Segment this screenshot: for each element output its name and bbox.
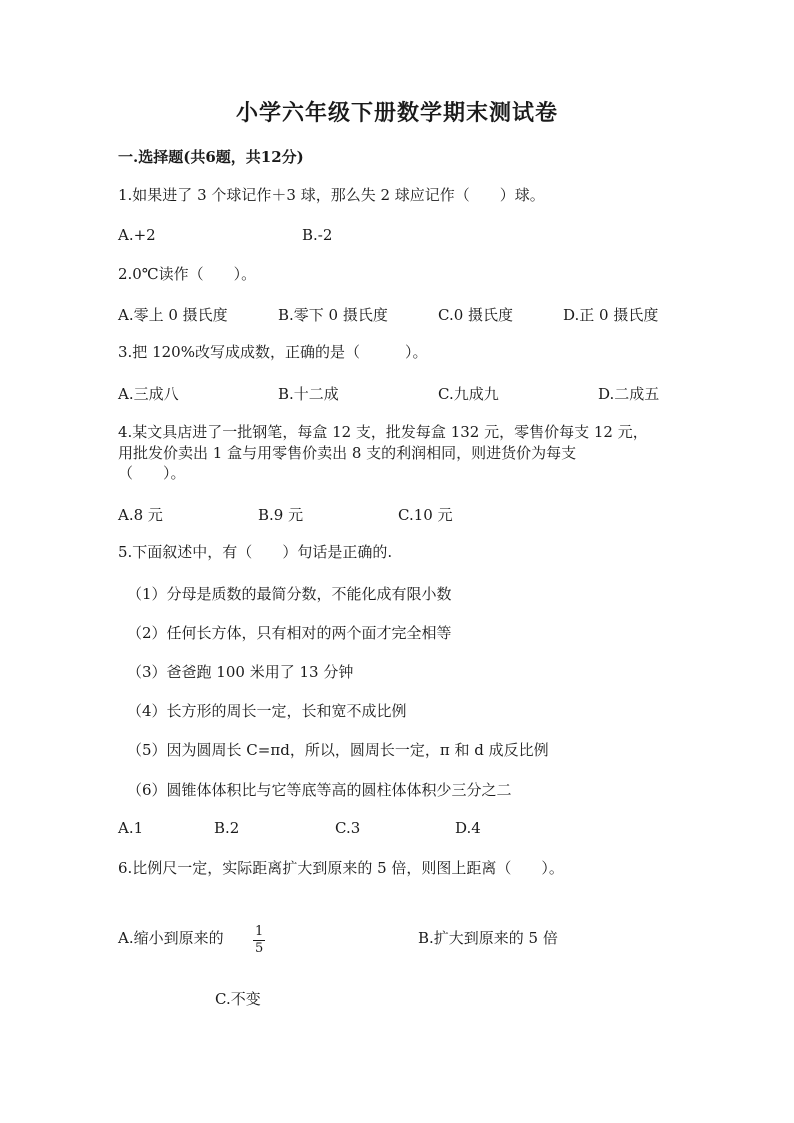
q6-option-b: B.扩大到原来的 5 倍 <box>418 929 558 947</box>
q3-option-d: D.二成五 <box>598 385 660 403</box>
q3-option-c: C.九成九 <box>438 385 499 403</box>
q5-statement-2: （2）任何长方体，只有相对的两个面才完全相等 <box>127 624 452 642</box>
q4-option-a: A.8 元 <box>118 506 163 524</box>
q5-option-a: A.1 <box>118 819 144 837</box>
fraction-numerator: 1 <box>255 924 264 939</box>
q2-option-c: C.0 摄氏度 <box>438 306 514 324</box>
q5-statement-5: （5）因为圆周长 C=πd，所以，圆周长一定，π 和 d 成反比例 <box>127 741 549 759</box>
question-1-stem: 1.如果进了 3 个球记作＋3 球，那么失 2 球应记作（ ）球。 <box>118 186 545 204</box>
q5-statement-4: （4）长方形的周长一定，长和宽不成比例 <box>127 702 407 720</box>
q4-option-b: B.9 元 <box>258 506 304 524</box>
q2-option-d: D.正 0 摄氏度 <box>563 306 659 324</box>
q5-statement-6: （6）圆锥体体积比与它等底等高的圆柱体体积少三分之二 <box>127 781 512 799</box>
question-2-stem: 2.0℃读作（ ）。 <box>118 265 257 283</box>
q5-statement-1: （1）分母是质数的最简分数，不能化成有限小数 <box>127 585 452 603</box>
fraction-denominator: 5 <box>255 941 264 956</box>
q3-option-a: A.三成八 <box>118 385 179 403</box>
q2-option-b: B.零下 0 摄氏度 <box>278 306 388 324</box>
q6-option-a-text: A.缩小到原来的 <box>118 929 224 947</box>
q4-option-c: C.10 元 <box>398 506 453 524</box>
q6-option-a <box>118 927 224 948</box>
q6-option-a-fraction <box>253 920 265 956</box>
q3-option-b: B.十二成 <box>278 385 339 403</box>
question-5-stem: 5.下面叙述中，有（ ）句话是正确的. <box>118 543 393 561</box>
question-4-stem-line-1: 4.某文具店进了一批钢笔，每盒 12 支，批发每盒 132 元，零售价每支 12 元， <box>118 423 648 441</box>
q5-statement-3: （3）爸爸跑 100 米用了 13 分钟 <box>127 663 354 681</box>
q5-option-c: C.3 <box>335 819 361 837</box>
page-title: 小学六年级下册数学期末测试卷 <box>235 100 558 126</box>
question-3-stem: 3.把 120%改写成成数，正确的是（ ）。 <box>118 343 428 361</box>
question-4-stem-line-3: （ ）。 <box>118 464 186 482</box>
question-4-stem-line-2: 用批发价卖出 1 盒与用零售价卖出 8 支的利润相同，则进货价为每支 <box>118 444 577 462</box>
q2-option-a: A.零上 0 摄氏度 <box>118 306 228 324</box>
question-6-stem: 6.比例尺一定，实际距离扩大到原来的 5 倍，则图上距离（ ）。 <box>118 859 564 877</box>
q5-option-b: B.2 <box>214 819 240 837</box>
q6-option-c: C.不变 <box>215 990 261 1008</box>
q5-option-d: D.4 <box>455 819 481 837</box>
q1-option-b: B.-2 <box>302 226 333 244</box>
section-heading: 一.选择题(共6题，共12分) <box>118 148 304 166</box>
q1-option-a: A.+2 <box>118 226 156 244</box>
